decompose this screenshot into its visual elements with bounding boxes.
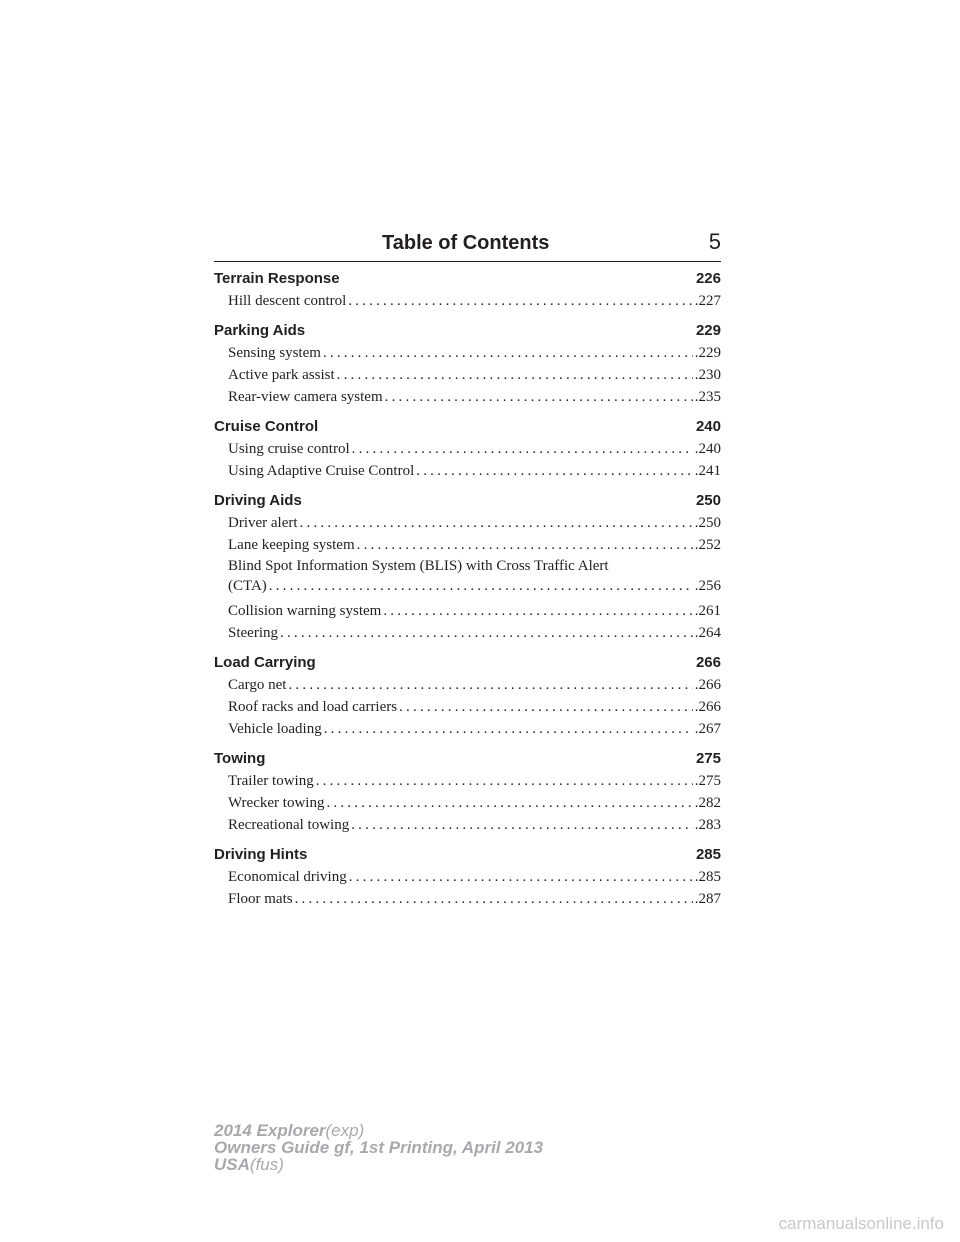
section-title: Terrain Response <box>214 270 340 287</box>
entry-label-cont-text: (CTA) <box>228 578 267 594</box>
toc-entry[interactable] <box>214 792 721 814</box>
dot-leader <box>357 534 693 556</box>
dot-leader <box>324 718 693 740</box>
toc-entry[interactable] <box>214 386 721 408</box>
entry-page: .250 <box>694 515 721 531</box>
section-heading[interactable] <box>214 490 721 512</box>
dot-leader <box>351 814 693 836</box>
page-header <box>214 228 721 262</box>
entry-label: Roof racks and load carriers <box>228 699 398 715</box>
entry-page: .252 <box>694 537 721 553</box>
table-of-contents <box>214 268 721 918</box>
entry-page: .266 <box>694 677 721 693</box>
section-title: Load Carrying <box>214 654 316 671</box>
section-heading[interactable] <box>214 748 721 770</box>
entry-page: .264 <box>694 625 721 641</box>
section-heading[interactable] <box>214 416 721 438</box>
footer <box>214 1122 543 1173</box>
section-page: 240 <box>695 418 721 435</box>
footer-line-1: 2014 Explorer(exp) <box>214 1121 365 1140</box>
entry-page: .285 <box>694 869 721 885</box>
section-heading[interactable] <box>214 652 721 674</box>
section-page: 285 <box>695 846 721 863</box>
section-page: 250 <box>695 492 721 509</box>
entry-label: Collision warning system <box>228 603 382 619</box>
entry-label: Wrecker towing <box>228 795 325 811</box>
toc-entry[interactable] <box>214 600 721 622</box>
toc-entry[interactable] <box>214 718 721 740</box>
entry-page: .256 <box>694 578 721 594</box>
section-title: Driving Aids <box>214 492 302 509</box>
entry-page: .287 <box>694 891 721 907</box>
entry-page: .230 <box>694 367 721 383</box>
dot-leader <box>300 512 693 534</box>
page-number: 5 <box>708 229 721 254</box>
entry-label: Blind Spot Information System (BLIS) with Cross Traffic Alert <box>228 558 609 574</box>
entry-label: Floor mats <box>228 891 293 907</box>
entry-label: Economical driving <box>228 869 347 885</box>
section-heading[interactable] <box>214 268 721 290</box>
dot-leader <box>399 696 693 718</box>
section-title: Cruise Control <box>214 418 319 435</box>
toc-entry[interactable] <box>214 290 721 312</box>
entry-label: Driver alert <box>228 515 298 531</box>
entry-label: Recreational towing <box>228 817 350 833</box>
toc-entry[interactable] <box>214 622 721 644</box>
entry-label: Active park assist <box>228 367 335 383</box>
toc-section <box>214 268 721 312</box>
dot-leader <box>352 438 693 460</box>
toc-section <box>214 320 721 408</box>
entry-label: Trailer towing <box>228 773 314 789</box>
footer-line-2: Owners Guide gf, 1st Printing, April 2013 <box>214 1138 544 1157</box>
section-title: Parking Aids <box>214 322 306 339</box>
entry-page: .229 <box>694 345 721 361</box>
entry-page: .235 <box>694 389 721 405</box>
entry-label: Using cruise control <box>228 441 350 457</box>
entry-page: .283 <box>694 817 721 833</box>
toc-section <box>214 844 721 910</box>
dot-leader <box>269 576 693 596</box>
section-title: Driving Hints <box>214 846 308 863</box>
entry-label: Hill descent control <box>228 293 347 309</box>
toc-entry[interactable] <box>214 866 721 888</box>
entry-label-continued <box>228 576 721 596</box>
toc-entry[interactable] <box>214 814 721 836</box>
toc-entry[interactable] <box>214 460 721 482</box>
entry-page: .275 <box>694 773 721 789</box>
entry-label: Vehicle loading <box>228 721 322 737</box>
dot-leader <box>326 792 692 814</box>
dot-leader <box>348 290 692 312</box>
dot-leader <box>316 770 693 792</box>
toc-entry[interactable] <box>214 342 721 364</box>
watermark: carmanualsonline.info <box>778 1214 944 1233</box>
toc-section <box>214 416 721 482</box>
dot-leader <box>383 600 692 622</box>
entry-label: Lane keeping system <box>228 537 355 553</box>
toc-entry[interactable] <box>214 534 721 556</box>
section-page: 266 <box>695 654 721 671</box>
entry-label: Rear-view camera system <box>228 389 383 405</box>
dot-leader <box>323 342 693 364</box>
toc-entry[interactable] <box>214 364 721 386</box>
toc-entry[interactable] <box>214 438 721 460</box>
toc-section <box>214 490 721 644</box>
page-title: Table of Contents <box>382 232 550 254</box>
dot-leader <box>349 866 693 888</box>
toc-entry[interactable] <box>214 770 721 792</box>
entry-label: Cargo net <box>228 677 287 693</box>
entry-label: Steering <box>228 625 278 641</box>
entry-page: .282 <box>694 795 721 811</box>
footer-line-3: USA(fus) <box>214 1155 284 1174</box>
entry-label: Sensing system <box>228 345 321 361</box>
toc-entry[interactable] <box>214 674 721 696</box>
toc-entry[interactable] <box>214 888 721 910</box>
toc-entry[interactable] <box>214 696 721 718</box>
dot-leader <box>280 622 693 644</box>
section-page: 226 <box>695 270 721 287</box>
section-page: 275 <box>695 750 721 767</box>
section-heading[interactable] <box>214 844 721 866</box>
entry-page: .267 <box>694 721 721 737</box>
section-title: Towing <box>214 750 266 767</box>
toc-entry[interactable] <box>214 556 721 596</box>
entry-page: .227 <box>694 293 721 309</box>
entry-page: .241 <box>694 463 721 479</box>
section-heading[interactable] <box>214 320 721 342</box>
dot-leader <box>337 364 693 386</box>
dot-leader <box>385 386 693 408</box>
entry-page: .261 <box>694 603 721 619</box>
dot-leader <box>295 888 693 910</box>
entry-page: .240 <box>694 441 721 457</box>
toc-section <box>214 748 721 836</box>
toc-section <box>214 652 721 740</box>
entry-label: Using Adaptive Cruise Control <box>228 463 415 479</box>
dot-leader <box>416 460 693 482</box>
entry-page: .266 <box>694 699 721 715</box>
section-page: 229 <box>695 322 721 339</box>
dot-leader <box>288 674 692 696</box>
toc-entry[interactable] <box>214 512 721 534</box>
